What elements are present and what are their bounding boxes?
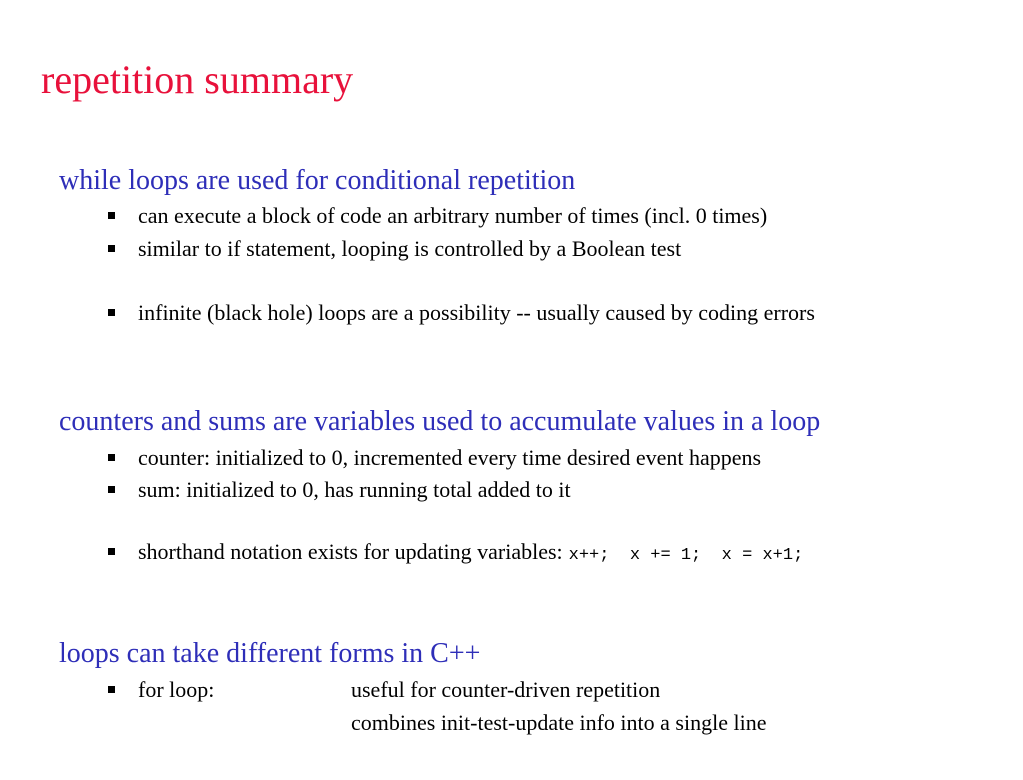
section-heading-while-loops: while loops are used for conditional repetition <box>59 165 576 196</box>
square-bullet-icon <box>108 309 115 316</box>
square-bullet-icon <box>108 548 115 555</box>
square-bullet-icon <box>108 686 115 693</box>
bullet-text: for loop: <box>138 677 215 702</box>
code-snippet: x++; x += 1; x = x+1; <box>568 546 804 565</box>
bullet-text: can execute a block of code an arbitrary number of times (incl. 0 times) <box>138 203 768 228</box>
section-heading-loop-forms: loops can take different forms in C++ <box>59 638 481 669</box>
bullet-text: similar to if statement, looping is controlled by a Boolean test <box>138 236 682 261</box>
slide-title: repetition summary <box>41 57 354 102</box>
bullet-text: infinite (black hole) loops are a possibility -- usually caused by coding errors <box>138 300 815 325</box>
bullet-text: counter: initialized to 0, incremented every time desired event happens <box>138 445 762 470</box>
square-bullet-icon <box>108 454 115 461</box>
square-bullet-icon <box>108 212 115 219</box>
for-loop-description-continued: combines init-test-update info into a single line <box>351 710 767 735</box>
bullet-text: shorthand notation exists for updating variables: <box>138 539 563 564</box>
square-bullet-icon <box>108 245 115 252</box>
for-loop-description: useful for counter-driven repetition <box>351 677 661 702</box>
section-heading-counters-sums: counters and sums are variables used to accumulate values in a loop <box>59 406 821 437</box>
bullet-text-with-code <box>138 538 803 570</box>
bullet-text: sum: initialized to 0, has running total added to it <box>138 477 571 502</box>
square-bullet-icon <box>108 486 115 493</box>
